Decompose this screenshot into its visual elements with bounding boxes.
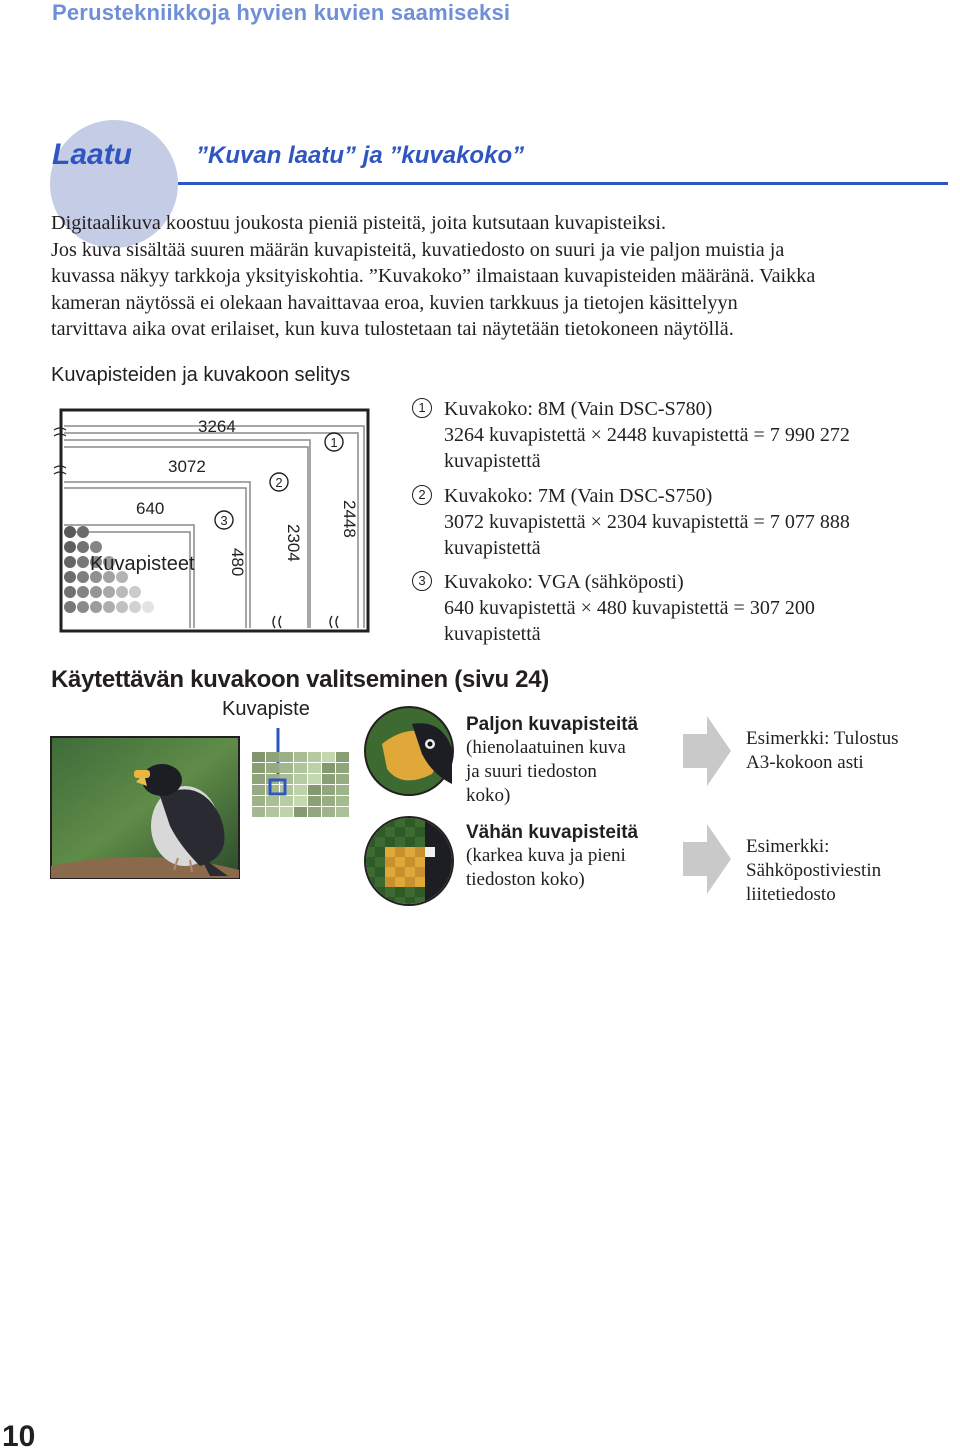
closeup-fine-circle	[362, 704, 457, 799]
section-label: Laatu	[52, 138, 133, 171]
selection-heading: Käytettävän kuvakoon valitseminen (sivu 24)	[51, 666, 549, 693]
intro-line: Digitaalikuva koostuu joukosta pieniä pisteitä, joita kutsutaan kuvapisteiksi.	[51, 212, 667, 234]
many-pixels-example	[746, 727, 899, 775]
item-title: Kuvakoko: VGA (sähköposti)	[444, 571, 684, 593]
caption-line: ja suuri tiedoston	[466, 761, 597, 782]
many-pixels-caption	[466, 714, 638, 808]
example-line: Esimerkki:	[746, 836, 830, 857]
item-number: 2	[412, 485, 432, 505]
arrow-right-icon	[683, 824, 731, 894]
item-calc: 3072 kuvapistettä × 2304 kuvapistettä = 7 077 888	[444, 511, 850, 533]
item-title: Kuvakoko: 8M (Vain DSC-S780)	[444, 398, 713, 420]
pixel-size-diagram	[50, 400, 390, 640]
intro-line: kuvassa näkyy tarkkoja yksityiskohtia. ”Kuvakoko” ilmaistaan kuvapisteiden määränä. Vaikka	[51, 265, 816, 287]
width-7m-label: 3072	[168, 457, 206, 476]
diagram-heading: Kuvapisteiden ja kuvakoon selitys	[51, 364, 351, 386]
intro-line: tarvittava aika ovat erilaiset, kun kuva tulostetaan tai näytetään tietokoneen näytöllä.	[51, 318, 734, 340]
closeup-coarse-circle	[362, 814, 457, 909]
item-calc: 3264 kuvapistettä × 2448 kuvapistettä = 7 990 272	[444, 424, 850, 446]
example-line: A3-kokoon asti	[746, 752, 864, 773]
item-title: Kuvakoko: 7M (Vain DSC-S750)	[444, 485, 713, 507]
few-pixels-example	[746, 835, 881, 907]
item-number: 1	[412, 398, 432, 418]
intro-paragraph	[51, 210, 956, 343]
item-number: 3	[412, 571, 432, 591]
marker-2: 2	[275, 475, 283, 490]
caption-line: tiedoston koko)	[466, 869, 585, 890]
arrow-right-icon	[683, 716, 731, 786]
intro-line: Jos kuva sisältää suuren määrän kuvapisteitä, kuvatiedosto on suuri ja vie paljon muistia ja	[51, 238, 785, 261]
section-title: ”Kuvan laatu” ja ”kuvakoko”	[196, 142, 525, 169]
intro-line: kameran näytössä ei olekaan havaittavaa eroa, kuvien tarkkuus ja tietojen käsittelyyn	[51, 291, 738, 314]
few-pixels-title: Vähän kuvapisteitä	[466, 822, 639, 843]
pixel-grid-callout	[244, 722, 354, 822]
width-vga-label: 640	[136, 499, 165, 518]
marker-3: 3	[220, 513, 228, 528]
size-item-vga	[412, 569, 924, 647]
pixel-callout-label: Kuvapiste	[222, 698, 310, 720]
item-unit: kuvapistettä	[444, 450, 541, 472]
height-vga-label: 480	[228, 548, 247, 577]
size-item-8m	[412, 396, 924, 474]
section-rule	[178, 182, 948, 185]
few-pixels-caption	[466, 822, 638, 892]
height-8m-label: 2448	[340, 500, 359, 538]
item-unit: kuvapistettä	[444, 537, 541, 559]
bird-photo	[50, 736, 240, 879]
caption-line: koko)	[466, 785, 511, 806]
size-item-7m	[412, 483, 924, 561]
caption-line: (hienolaatuinen kuva	[466, 737, 626, 758]
example-line: liitetiedosto	[746, 884, 836, 905]
page-header: Perustekniikkoja hyvien kuvien saamiseksi	[52, 0, 511, 25]
page-number: 10	[2, 1420, 36, 1453]
caption-line: (karkea kuva ja pieni	[466, 845, 626, 866]
example-line: Esimerkki: Tulostus	[746, 728, 899, 749]
item-calc: 640 kuvapistettä × 480 kuvapistettä = 307 200	[444, 597, 815, 619]
example-line: Sähköpostiviestin	[746, 860, 882, 881]
marker-1: 1	[330, 435, 338, 450]
width-8m-label: 3264	[198, 417, 236, 436]
pixels-label: Kuvapisteet	[90, 553, 195, 575]
item-unit: kuvapistettä	[444, 623, 541, 645]
many-pixels-title: Paljon kuvapisteitä	[466, 714, 639, 735]
height-7m-label: 2304	[284, 524, 303, 562]
